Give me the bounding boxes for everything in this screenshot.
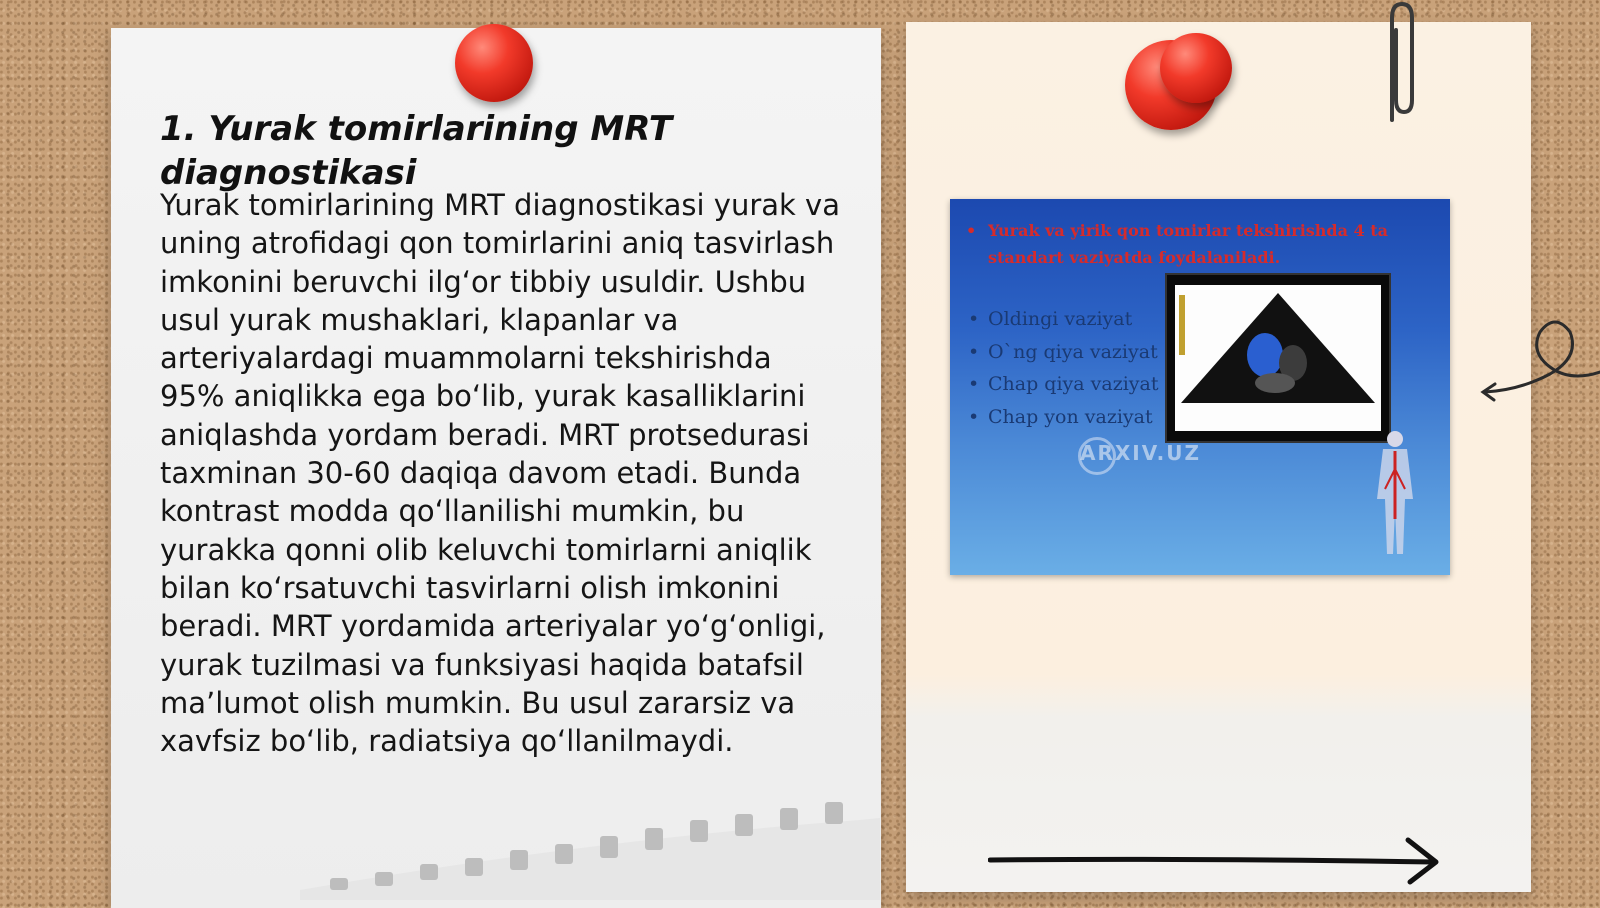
slide-position-list bbox=[988, 303, 1159, 433]
note-title: 1. Yurak tomirlarining MRT diagnostikasi bbox=[160, 109, 673, 193]
slide-heading: • Yurak va yirik qon tomirlar tekshirishda 4 ta standart vaziyatda foydalaniladi. bbox=[988, 217, 1428, 271]
hand-drawn-arrow-icon bbox=[1480, 312, 1600, 412]
human-body-icon bbox=[1365, 429, 1425, 559]
paperclip-icon bbox=[1378, 0, 1422, 125]
torn-paper-edge bbox=[300, 800, 880, 900]
watermark-text: ARXIV.UZ bbox=[1080, 441, 1201, 465]
ultrasound-scan-icon bbox=[1175, 285, 1381, 431]
push-pin-icon bbox=[1160, 33, 1232, 103]
list-item: • O`ng qiya vaziyat bbox=[988, 336, 1159, 369]
list-item: • Oldingi vaziyat bbox=[988, 303, 1159, 336]
push-pin-icon bbox=[455, 24, 533, 102]
slide-image bbox=[950, 199, 1450, 575]
list-item: • Chap qiya vaziyat bbox=[988, 368, 1159, 401]
echocardiogram-image bbox=[1165, 273, 1391, 443]
note-body: Yurak tomirlarining MRT diagnostikasi yurak va uning atrofidagi qon tomirlarini aniq tasvirlash imkonini beruvchi ilg‘or tibbiy usuldir. Ushbu usul yurak mushaklari, klapanlar va arteriyalardagi muammolarni tekshirishda 95% aniqlikka ega bo‘lib, yurak kasalliklarini aniqlashda yordam beradi. MRT protsedurasi taxminan 30-60 daqiqa davom etadi. Bunda kontrast modda qo‘llanilishi mumkin, bu yurakka qonni olib keluvchi tomirlarni aniqlik bilan ko‘rsatuvchi tasvirlarni olish imkonini beradi. MRT yordamida arteriyalar yo‘g‘onligi, yurak tuzilmasi va funksiyasi haqida batafsil ma’lumot olish mumkin. Bu usul zararsiz va xavfsiz bo‘lib, radiatsiya qo‘llanilmaydi. bbox=[160, 188, 840, 759]
arrow-right-icon bbox=[988, 836, 1448, 886]
list-item: • Chap yon vaziyat bbox=[988, 401, 1159, 434]
